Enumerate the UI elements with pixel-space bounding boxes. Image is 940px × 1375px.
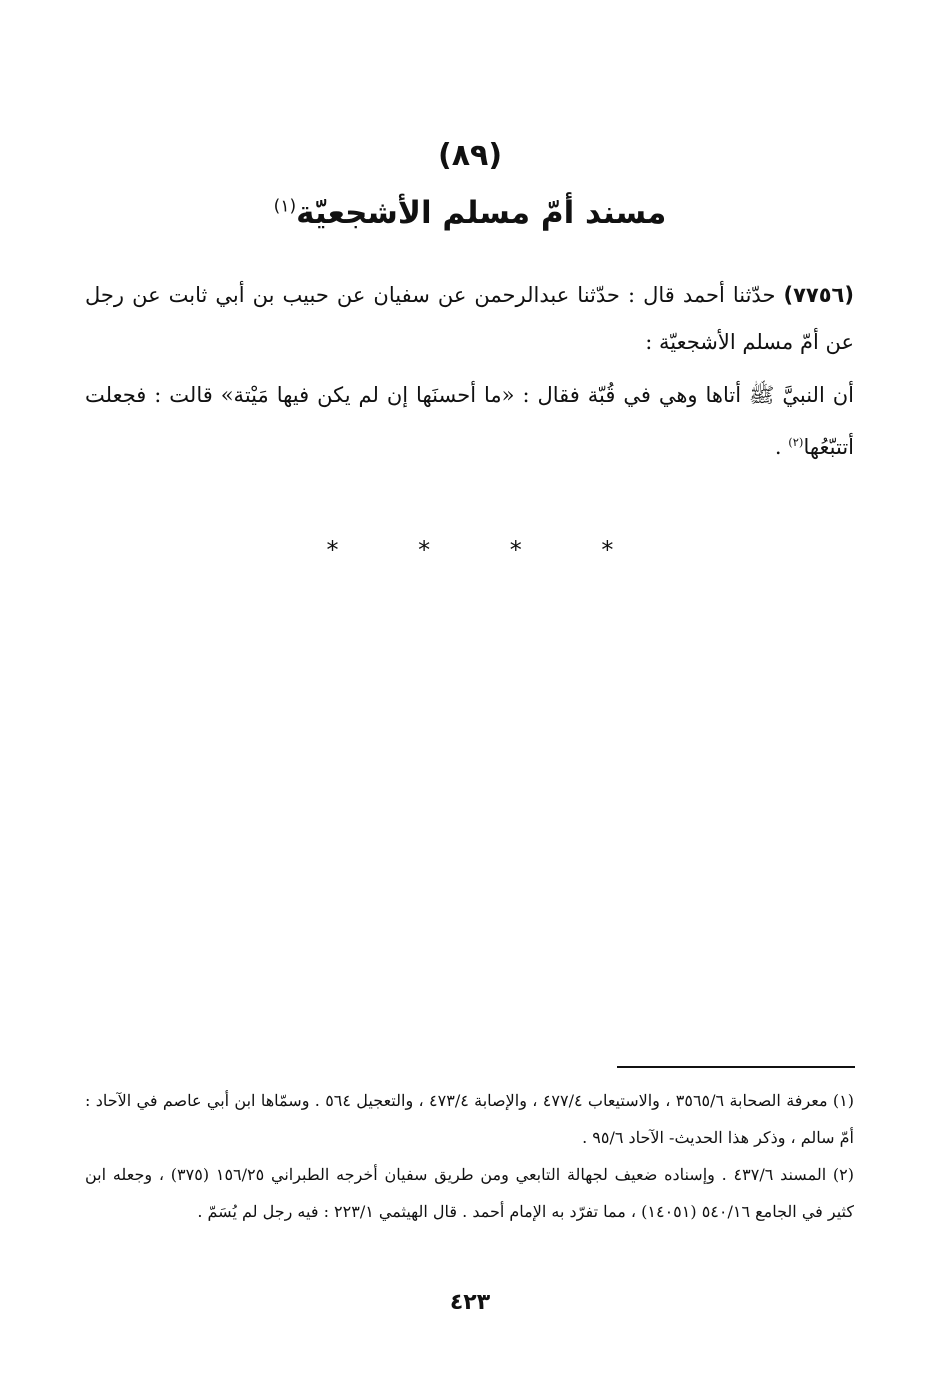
footnote-2: (٢) المسند ٤٣٧/٦ . وإسناده ضعيف لجهالة التابعي ومن طريق سفيان أخرجه الطبراني ١٥٦/٢٥ (٣٧٥) ، وجعله ابن كثير في الجامع ٥٤٠/١٦ (١٤٠٥١) ، مما تفرّد به الإمام أحمد . قال الهيثمي ٢٢٣/١ : فيه رجل لم يُسَمّ . (85, 1165, 855, 1221)
section-separator: * * * * (326, 536, 650, 564)
chapter-title (0, 195, 940, 231)
footnote-marker-2: (٢) (788, 435, 804, 449)
hadith-text (85, 272, 854, 477)
hadith-isnad: حدّثنا أحمد قال : حدّثنا عبدالرحمن عن سفيان عن حبيب بن أبي ثابت عن رجل عن أمّ مسلم الأشجعيّة : (85, 283, 854, 354)
footnote-marker-1: (١) (273, 196, 297, 217)
footnotes (85, 1082, 854, 1230)
hadith-number: (٧٧٥٦) (783, 283, 854, 307)
page-number: ٤٢٣ (449, 1290, 491, 1315)
footnote-divider (617, 1066, 855, 1068)
footnote-1: (١) معرفة الصحابة ٣٥٦٥/٦ ، والاستيعاب ٤٧٧/٤ ، والإصابة ٤٧٣/٤ ، والتعجيل ٥٦٤ . وسمّاها ابن أبي عاصم في الآحاد : أمّ سالم ، وذكر هذا الحديث- الآحاد ٩٥/٦ . (85, 1091, 854, 1147)
hadith-matn-end: . (774, 435, 789, 459)
hadith-matn-paragraph (85, 372, 854, 471)
hadith-isnad-paragraph (85, 272, 854, 366)
chapter-title-text: مسند أمّ مسلم الأشجعيّة (296, 195, 667, 231)
hadith-matn: أن النبيَّ ﷺ أتاها وهي في قُبّة فقال : «ما أحسنَها إن لم يكن فيها مَيْتة» قالت : فجعلت أتتبّعُها (85, 383, 854, 459)
chapter-number: (٨٩) (437, 138, 503, 173)
